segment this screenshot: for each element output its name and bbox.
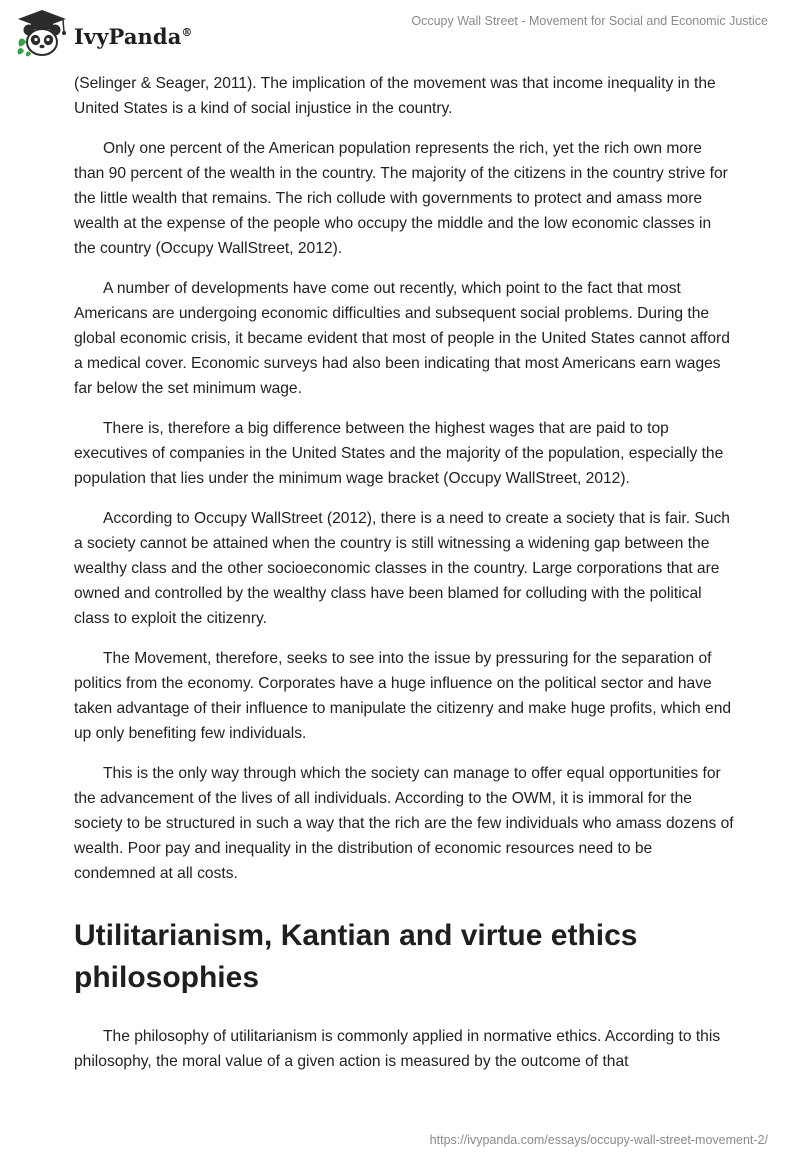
essay-body <box>74 71 734 1089</box>
logo-wordmark: IvyPanda® <box>74 23 193 49</box>
paragraph: This is the only way through which the society can manage to offer equal opportunities for the advancement of the lives of all individuals. According to the OWM, it is immoral for the society to be structured in such a way that the rich are the few individuals who amass dozens of wealth. Poor pay and inequality in the distribution of economic resources need to be condemned at all costs. <box>74 765 734 882</box>
source-url[interactable]: https://ivypanda.com/essays/occupy-wall-street-movement-2/ <box>429 1133 768 1147</box>
section-heading: Utilitarianism, Kantian and virtue ethics philosophies <box>74 919 638 994</box>
paragraph: According to Occupy WallStreet (2012), there is a need to create a society that is fair. Such a society cannot be attained when the country is still witnessing a widening gap between the wealthy class and the other socioeconomic classes in the country. Large corporations that are owned and controlled by the wealthy class have been blamed for colluding with the political class to exploit the citizenry. <box>74 510 730 627</box>
panda-graduate-icon <box>14 8 70 60</box>
paragraph: (Selinger & Seager, 2011). The implication of the movement was that income inequality in the United States is a kind of social injustice in the country. <box>74 75 716 117</box>
paragraph: The philosophy of utilitarianism is commonly applied in normative ethics. According to this philosophy, the moral value of a given action is measured by the outcome of that <box>74 1028 721 1070</box>
page-header <box>0 0 800 70</box>
paragraph: The Movement, therefore, seeks to see into the issue by pressuring for the separation of politics from the economy. Corporates have a huge influence on the political sector and have taken advantage of their influence to manipulate the citizenry and make huge profits, which end up only benefiting few individuals. <box>74 650 732 742</box>
paragraph: A number of developments have come out recently, which point to the fact that most Americans are undergoing economic difficulties and subsequent social problems. During the global economic crisis, it became evident that most of people in the United States cannot afford a medical cover. Economic surveys had also been indicating that most Americans earn wages far below the set minimum wage. <box>74 280 730 397</box>
paragraph: There is, therefore a big difference between the highest wages that are paid to top executives of companies in the United States and the majority of the population, especially the population that lies under the minimum wage bracket (Occupy WallStreet, 2012). <box>74 420 724 487</box>
document-title: Occupy Wall Street - Movement for Social and Economic Justice <box>411 14 768 28</box>
paragraph: Only one percent of the American population represents the rich, yet the rich own more than 90 percent of the wealth in the country. The majority of the citizens in the country strive for the little wealth that remains. The rich collude with governments to protect and amass more wealth at the expense of the people who occupy the middle and the low economic classes in the country (Occupy WallStreet, 2012). <box>74 140 728 257</box>
ivypanda-logo[interactable] <box>14 8 193 60</box>
